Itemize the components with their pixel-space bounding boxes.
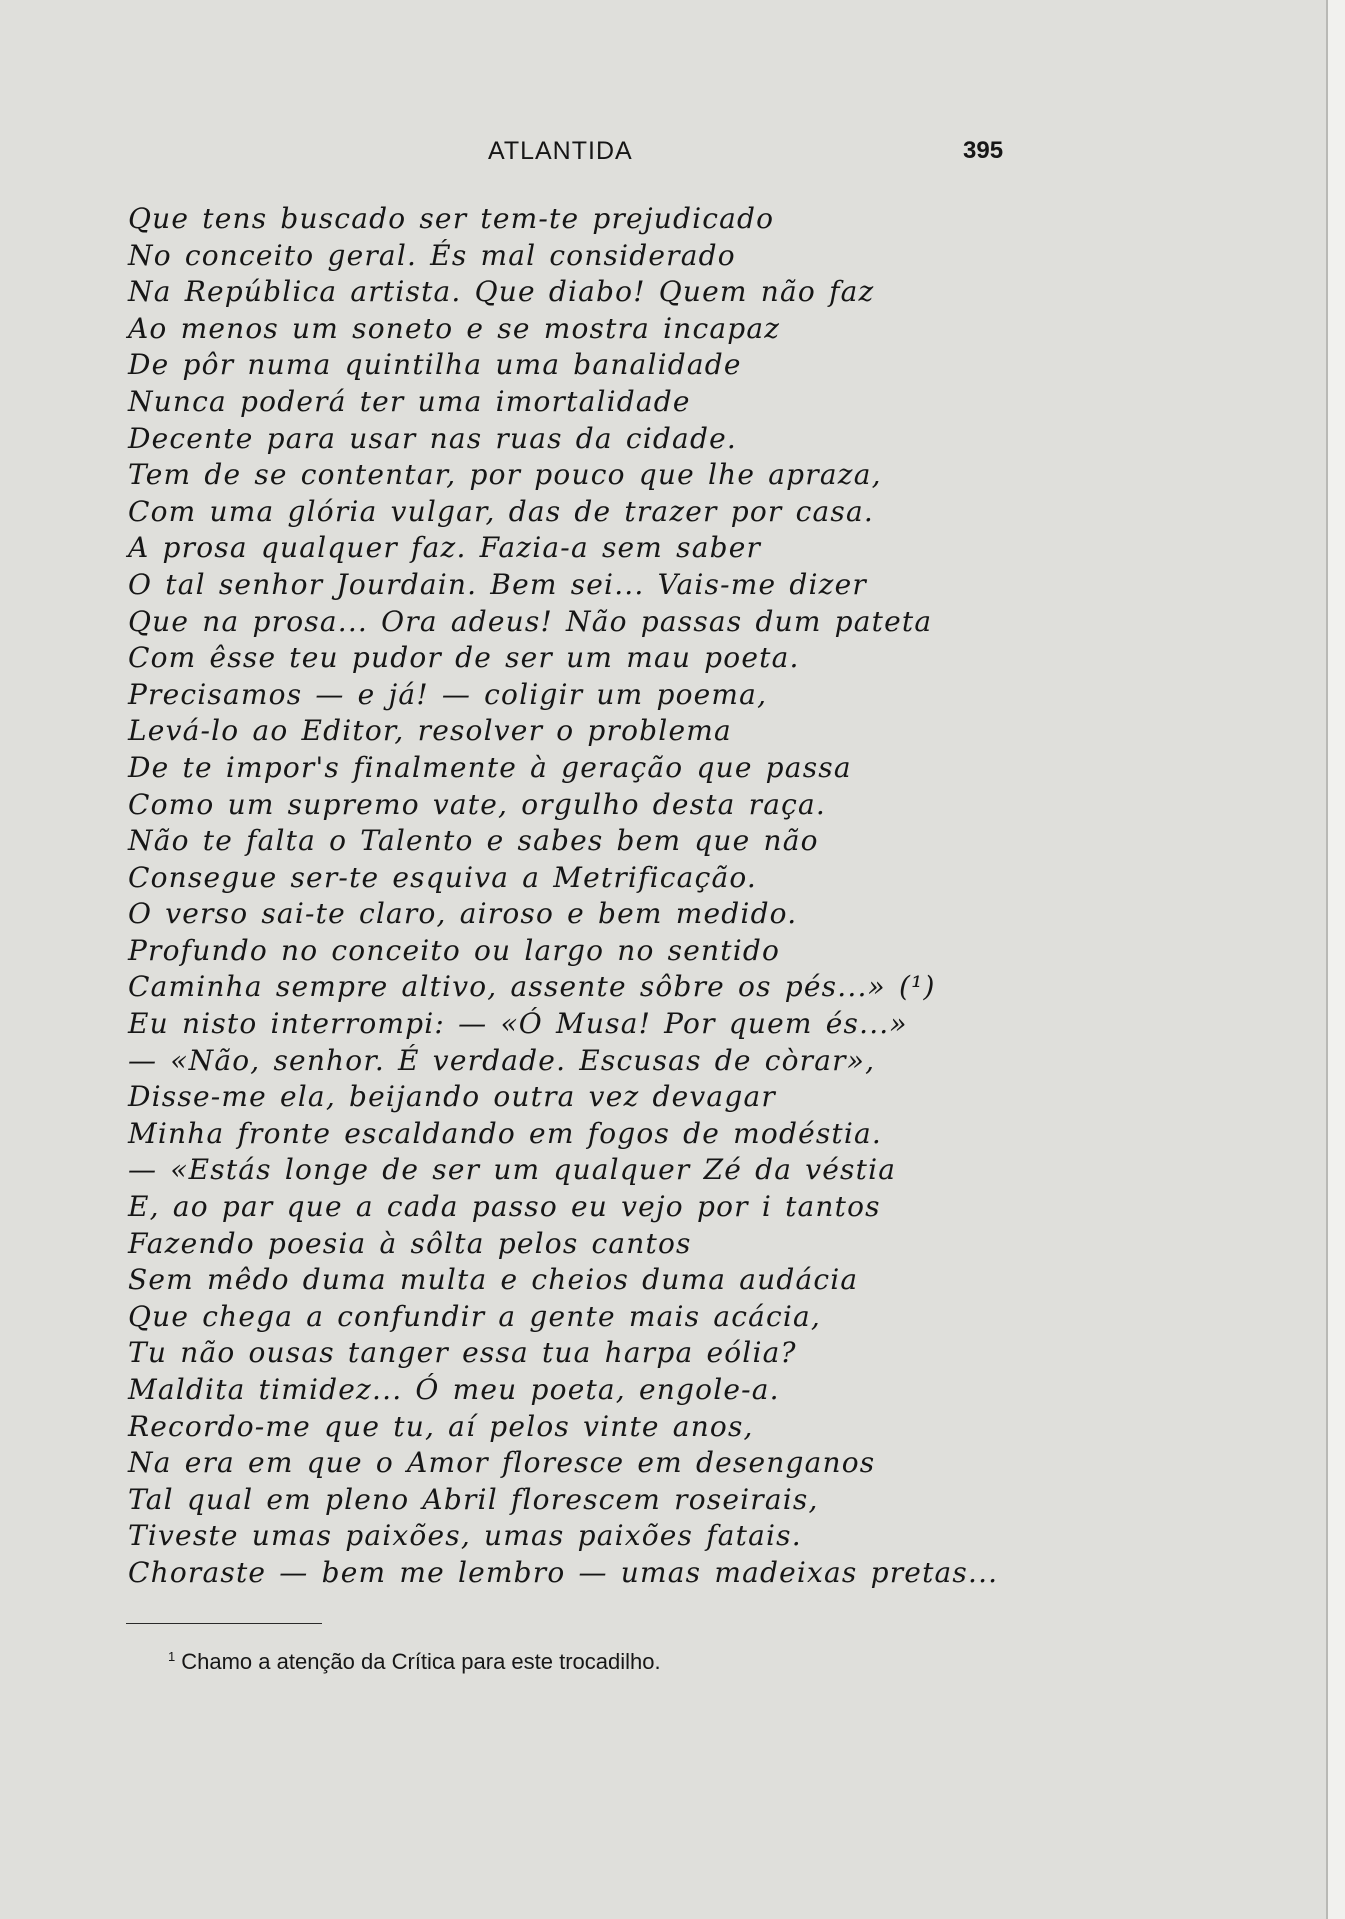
poem-line: Recordo-me que tu, aí pelos vinte anos, xyxy=(128,1409,754,1443)
poem-line: Tu não ousas tanger essa tua harpa eólia? xyxy=(128,1336,797,1370)
poem-line: De pôr numa quintilha uma banalidade xyxy=(128,348,742,382)
poem-line: Eu nisto interrompi: — «Ó Musa! Por quem és...» xyxy=(128,1007,908,1041)
poem-line: Fazendo poesia à sôlta pelos cantos xyxy=(128,1226,692,1260)
poem-line: Levá-lo ao Editor, resolver o problema xyxy=(128,714,732,748)
poem-body xyxy=(128,201,1308,1592)
poem-line: Tal qual em pleno Abril florescem roseirais, xyxy=(128,1482,819,1516)
poem-line: Disse-me ela, beijando outra vez devagar xyxy=(128,1080,776,1114)
poem-line: O tal senhor Jourdain. Bem sei... Vais-me dizer xyxy=(128,567,867,601)
footnote-marker: 1 xyxy=(168,1649,176,1664)
poem-line: A prosa qualquer faz. Fazia-a sem saber xyxy=(128,531,762,565)
poem-line: Que chega a confundir a gente mais acácia, xyxy=(128,1299,822,1333)
poem-line: Sem mêdo duma multa e cheios duma audácia xyxy=(128,1263,859,1297)
poem-line: Com uma glória vulgar, das de trazer por casa. xyxy=(128,494,874,528)
footnote-divider xyxy=(126,1623,322,1624)
poem-line: Precisamos — e já! — coligir um poema, xyxy=(128,677,768,711)
poem-line: Consegue ser-te esquiva a Metrificação. xyxy=(128,860,758,894)
poem-line: Maldita timidez... Ó meu poeta, engole-a. xyxy=(128,1373,780,1406)
poem-line: No conceito geral. És mal considerado xyxy=(128,238,736,272)
poem-line: Que tens buscado ser tem-te prejudicado xyxy=(128,202,775,235)
poem-line: O verso sai-te claro, airoso e bem medido. xyxy=(128,897,798,931)
running-header-title: ATLANTIDA xyxy=(488,137,633,165)
footnote xyxy=(168,1643,661,1676)
poem-line: Como um supremo vate, orgulho desta raça. xyxy=(128,787,827,821)
poem-line: Minha fronte escaldando em fogos de modéstia. xyxy=(128,1116,883,1150)
poem-line: Profundo no conceito ou largo no sentido xyxy=(128,933,781,967)
poem-line: Decente para usar nas ruas da cidade. xyxy=(128,421,737,455)
poem-line: Ao menos um soneto e se mostra incapaz xyxy=(128,311,781,345)
page-number: 395 xyxy=(963,137,1004,164)
footnote-text: Chamo a atenção da Crítica para este trocadilho. xyxy=(181,1649,661,1674)
poem-line: Nunca poderá ter uma imortalidade xyxy=(128,384,691,418)
poem-line: E, ao par que a cada passo eu vejo por i tantos xyxy=(128,1190,881,1224)
poem-line: Que na prosa... Ora adeus! Não passas dum pateta xyxy=(128,604,933,638)
poem-line: Na era em que o Amor floresce em desenganos xyxy=(128,1446,876,1480)
poem-line: Tem de se contentar, por pouco que lhe apraza, xyxy=(128,458,882,492)
page-edge xyxy=(1326,0,1345,1919)
poem-line: Caminha sempre altivo, assente sôbre os pés...» (¹) xyxy=(128,970,936,1004)
poem-line: De te impor's finalmente à geração que passa xyxy=(128,750,852,784)
poem-line: — «Estás longe de ser um qualquer Zé da véstia xyxy=(128,1153,897,1187)
poem-line: — «Não, senhor. É verdade. Escusas de còrar», xyxy=(128,1043,876,1077)
poem-line: Não te falta o Talento e sabes bem que não xyxy=(128,824,819,858)
poem-line: Na República artista. Que diabo! Quem não faz xyxy=(128,275,875,309)
poem-line: Com êsse teu pudor de ser um mau poeta. xyxy=(128,641,800,675)
poem-line: Tiveste umas paixões, umas paixões fatais. xyxy=(128,1519,802,1553)
poem-line: Choraste — bem me lembro — umas madeixas pretas... xyxy=(128,1555,999,1589)
